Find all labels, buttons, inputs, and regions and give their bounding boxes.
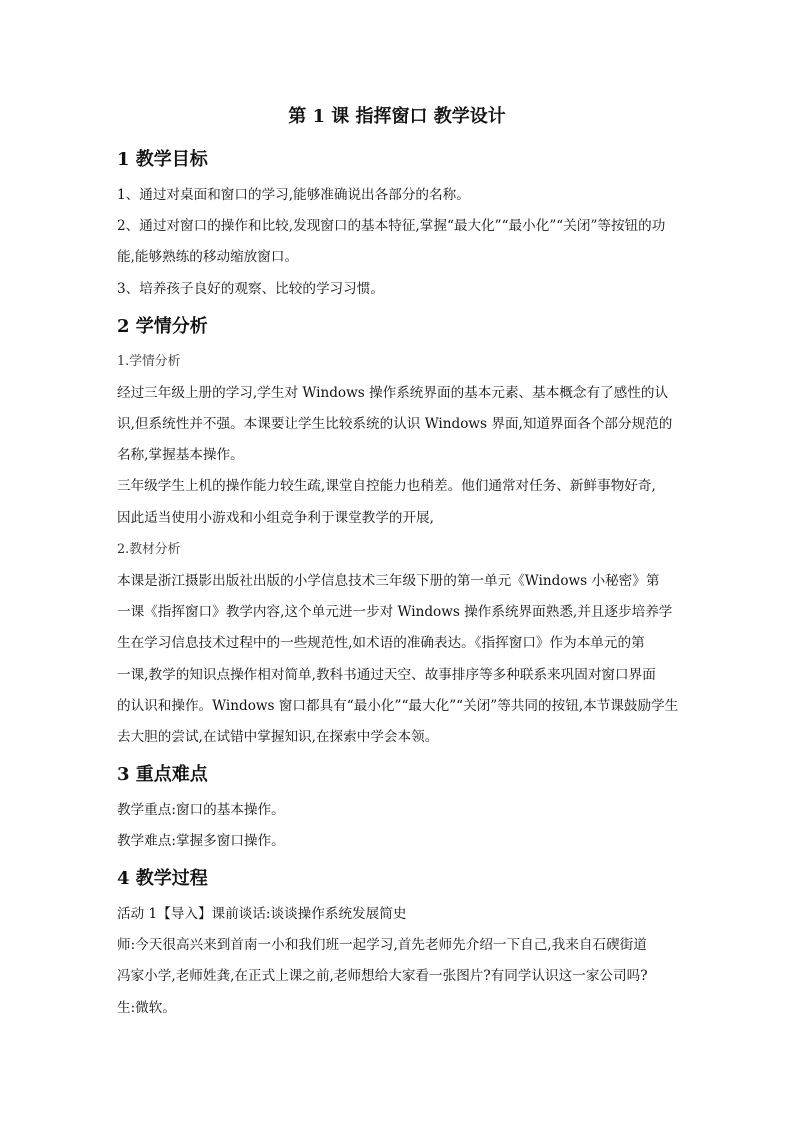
paragraph-line: 经过三年级上册的学习,学生对 Windows 操作系统界面的基本元素、基本概念有了感性的认 xyxy=(117,385,669,401)
paragraph-line: 能,能够熟练的移动缩放窗口。 xyxy=(117,249,299,265)
paragraph-line: 2、通过对窗口的操作和比较,发现窗口的基本特征,掌握“最大化”“最小化”“关闭”等按钮的功 xyxy=(117,218,666,234)
paragraph-line: 三年级学生上机的操作能力较生疏,课堂自控能力也稍差。他们通常对任务、新鲜事物好奇, xyxy=(117,478,656,494)
paragraph-line: 生在学习信息技术过程中的一些规范性,如术语的准确表达。《指挥窗口》作为本单元的第 xyxy=(117,635,645,651)
section-heading-goals: 1 教学目标 xyxy=(117,149,208,170)
document-title: 第 1 课 指挥窗口 教学设计 xyxy=(288,106,506,127)
paragraph-line: 一课,教学的知识点操作相对简单,教科书通过天空、故事排序等多种联系来巩固对窗口界面 xyxy=(117,667,656,683)
paragraph-line: 3、培养孩子良好的观察、比较的学习习惯。 xyxy=(117,281,384,297)
paragraph-line: 教学重点:窗口的基本操作。 xyxy=(117,802,285,818)
subheading: 2.教材分析 xyxy=(117,542,181,557)
subheading: 1.学情分析 xyxy=(117,354,181,369)
paragraph-line: 名称,掌握基本操作。 xyxy=(117,447,244,463)
paragraph-line: 的认识和操作。Windows 窗口都具有“最小化”“最大化”“关闭”等共同的按钮,本节课鼓励学生 xyxy=(117,698,679,714)
paragraph-line: 生:微软。 xyxy=(117,1000,176,1016)
section-heading-process: 4 教学过程 xyxy=(117,868,208,889)
paragraph-line: 本课是浙江摄影出版社出版的小学信息技术三年级下册的第一单元《Windows 小秘密》第 xyxy=(117,573,660,589)
section-heading-keypoints: 3 重点难点 xyxy=(117,764,208,785)
paragraph-line: 冯家小学,老师姓龚,在正式上课之前,老师想给大家看一张图片?有同学认识这一家公司吗? xyxy=(117,968,648,984)
paragraph-line: 一课《指挥窗口》教学内容,这个单元进一步对 Windows 操作系统界面熟悉,并且逐步培养学 xyxy=(117,604,673,620)
paragraph-line: 因此适当使用小游戏和小组竞争利于课堂教学的开展, xyxy=(117,510,434,526)
activity-title: 活动 1【导入】课前谈话:谈谈操作系统发展简史 xyxy=(117,906,407,922)
paragraph-line: 1、通过对桌面和窗口的学习,能够准确说出各部分的名称。 xyxy=(117,187,470,203)
paragraph-line: 师:今天很高兴来到首南一小和我们班一起学习,首先老师先介绍一下自己,我来自石碶街道 xyxy=(117,937,647,953)
paragraph-line: 去大胆的尝试,在试错中掌握知识,在探索中学会本领。 xyxy=(117,729,439,745)
section-heading-analysis: 2 学情分析 xyxy=(117,316,208,337)
paragraph-line: 教学难点:掌握多窗口操作。 xyxy=(117,833,285,849)
paragraph-line: 识,但系统性并不强。本课要让学生比较系统的认识 Windows 界面,知道界面各个部分规范的 xyxy=(117,416,673,432)
